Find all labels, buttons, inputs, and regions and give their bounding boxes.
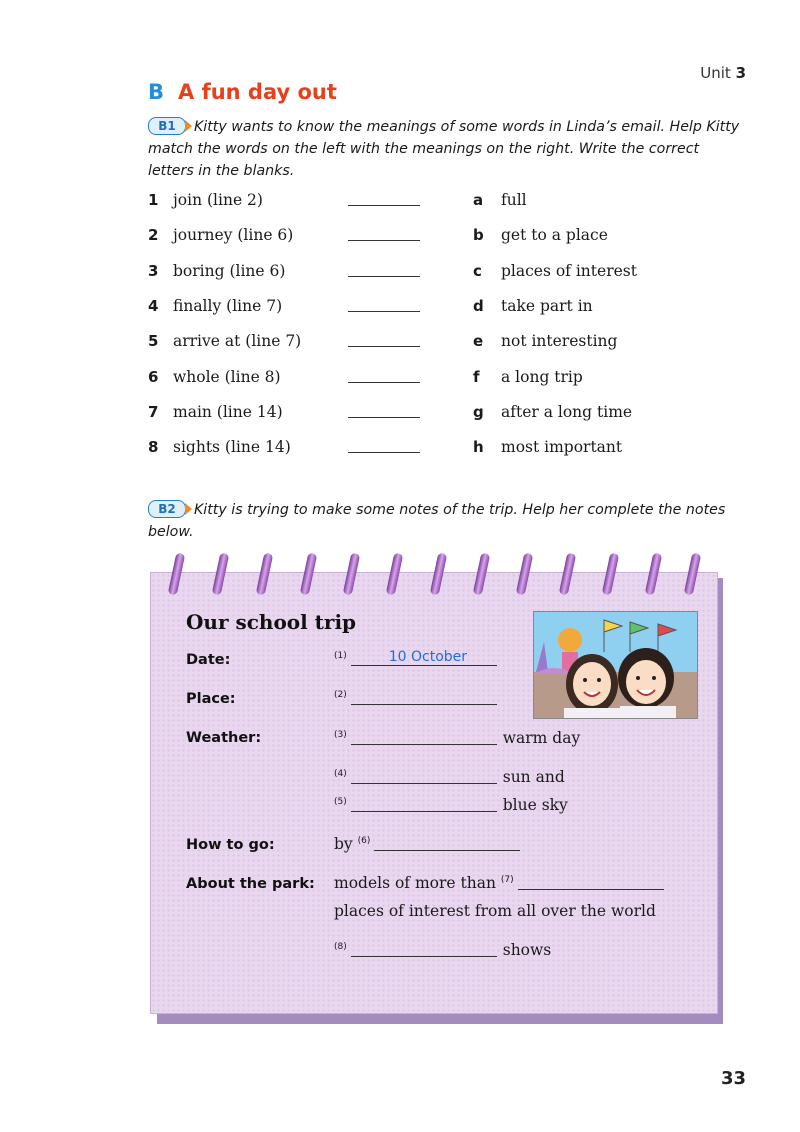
weather-blank-4[interactable] — [351, 769, 497, 784]
meaning-text: places of interest — [501, 261, 637, 280]
item-number: 4 — [148, 296, 159, 315]
meaning-text: not interesting — [501, 332, 618, 351]
item-number: 7 — [148, 402, 159, 421]
answer-blank[interactable] — [348, 205, 420, 206]
blank-number-6: (6) — [357, 836, 371, 846]
meaning-text: after a long time — [501, 402, 633, 421]
spiral-ring — [212, 553, 230, 596]
meaning-letter: g — [473, 402, 484, 421]
spiral-ring — [645, 553, 663, 596]
notes-title: Our school trip — [186, 610, 357, 634]
spiral-ring — [559, 553, 577, 596]
blank-number-8: (8) — [334, 942, 347, 952]
weather-line-4: $^{(4)}$ sun and — [334, 768, 565, 786]
weather-blank-3[interactable] — [351, 730, 497, 745]
answer-blank[interactable] — [348, 276, 420, 277]
match-word: join (line 2) — [173, 191, 263, 209]
place-blank[interactable] — [351, 690, 497, 705]
match-word: main (line 14) — [173, 402, 283, 421]
item-number: 1 — [148, 191, 159, 209]
spiral-ring — [473, 553, 491, 596]
spiral-ring — [516, 553, 534, 596]
meaning-letter: f — [473, 367, 480, 386]
meaning-letter: e — [473, 332, 484, 351]
match-word: journey (line 6) — [173, 226, 294, 245]
date-answer: 10 October — [388, 649, 468, 665]
match-word: finally (line 7) — [173, 296, 283, 315]
children-illustration — [533, 611, 698, 719]
weather-blank-5[interactable] — [351, 797, 497, 812]
place-label: Place: — [186, 691, 236, 707]
answer-blank[interactable] — [348, 240, 420, 241]
shows-line: $^{(8)}$ shows — [334, 941, 552, 959]
section-title — [148, 80, 337, 104]
match-word: sights (line 14) — [173, 438, 291, 457]
spiral-ring — [300, 553, 318, 596]
section-heading: A fun day out — [178, 80, 337, 104]
park-line-2: places of interest from all over the world — [334, 902, 656, 920]
date-blank[interactable] — [351, 651, 497, 666]
blank-number-1: (1) — [334, 651, 347, 661]
item-number: 2 — [148, 226, 159, 245]
meaning-text: most important — [501, 438, 623, 457]
meaning-text: take part in — [501, 296, 593, 315]
match-word: arrive at (line 7) — [173, 332, 302, 351]
meaning-letter: d — [473, 296, 484, 315]
section-letter: B — [148, 80, 165, 104]
spiral-ring — [256, 553, 274, 596]
answer-blank[interactable] — [348, 452, 420, 453]
meaning-letter: h — [473, 438, 484, 457]
answer-blank[interactable] — [348, 417, 420, 418]
blank-number-7: (7) — [500, 875, 514, 885]
b2-instructions: B2 Kitty is trying to make some notes of the trip. Help her complete the notes below. — [148, 502, 726, 540]
weather-line-5: $^{(5)}$ blue sky — [334, 796, 568, 814]
blank-number-2: (2) — [334, 690, 347, 700]
match-word: boring (line 6) — [173, 261, 286, 280]
spiral-ring — [343, 553, 361, 596]
park-blank-7[interactable] — [518, 875, 664, 890]
item-number: 6 — [148, 367, 159, 386]
answer-blank[interactable] — [348, 346, 420, 347]
meaning-text: full — [501, 191, 527, 209]
b1-badge: B1 — [148, 117, 186, 135]
b1-instructions: B1 Kitty wants to know the meanings of some words in Linda’s email. Help Kitty match the words on the left with the meanings on the right. Write the correct letters in the blanks. — [148, 119, 740, 179]
spiral-binding — [172, 553, 702, 603]
meaning-letter: c — [473, 261, 482, 280]
meaning-text: get to a place — [501, 226, 608, 245]
how-to-go-blank[interactable] — [374, 836, 520, 851]
date-line — [334, 650, 497, 668]
meaning-text: a long trip — [501, 367, 583, 386]
b2-badge: B2 — [148, 500, 186, 518]
item-number: 3 — [148, 261, 159, 280]
blank-number-3: (3) — [334, 730, 347, 740]
blank-number-5: (5) — [334, 797, 347, 807]
blank-number-4: (4) — [334, 769, 347, 779]
park-line-7: models of more than $^{(7)}$ — [334, 874, 664, 892]
how-to-go-line: by $^{(6)}$ — [334, 835, 520, 853]
shows-blank[interactable] — [351, 942, 497, 957]
place-line — [334, 689, 497, 707]
meaning-letter: a — [473, 191, 484, 209]
item-number: 8 — [148, 438, 159, 457]
date-label: Date: — [186, 652, 231, 668]
spiral-ring — [602, 553, 620, 596]
match-word: whole (line 8) — [173, 367, 281, 386]
meaning-letter: b — [473, 226, 484, 245]
how-to-go-label: How to go: — [186, 837, 275, 853]
about-park-label: About the park: — [186, 876, 315, 892]
weather-line-3: $^{(3)}$ warm day — [334, 729, 581, 747]
spiral-ring — [684, 553, 702, 596]
item-number: 5 — [148, 332, 159, 351]
spiral-ring — [386, 553, 404, 596]
spiral-ring — [430, 553, 448, 596]
unit-label: Unit 3 — [700, 64, 746, 82]
page-number: 33 — [720, 1068, 746, 1089]
answer-blank[interactable] — [348, 382, 420, 383]
weather-label: Weather: — [186, 730, 262, 746]
answer-blank[interactable] — [348, 311, 420, 312]
